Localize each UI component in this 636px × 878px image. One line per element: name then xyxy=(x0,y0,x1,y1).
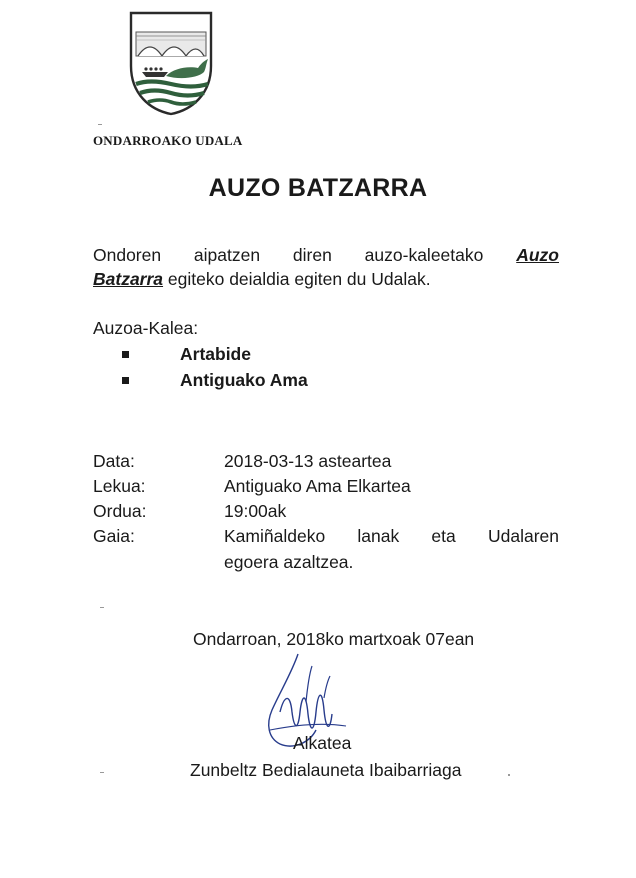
streets-label: Auzoa-Kalea: xyxy=(93,318,199,338)
detail-value-date: 2018-03-13 asteartea xyxy=(224,451,392,471)
intro-emphasis-batzarra: Batzarra xyxy=(93,269,164,289)
street-item: Artabide xyxy=(180,344,251,364)
scan-speck xyxy=(98,124,102,125)
detail-label-date: Data: xyxy=(93,451,135,471)
intro-line-1 xyxy=(93,243,559,267)
bullet-icon xyxy=(122,377,129,384)
detail-value-place: Antiguako Ama Elkartea xyxy=(224,476,411,496)
detail-label-topic: Gaia: xyxy=(93,526,135,546)
detail-value-topic-continued: egoera azaltzea. xyxy=(224,552,354,572)
scan-speck xyxy=(508,774,510,776)
intro-text-start: Ondoren aipatzen diren auzo-kaleetako xyxy=(93,245,484,265)
bullet-icon xyxy=(122,351,129,358)
intro-text-end: egiteko deialdia egiten du Udalak. xyxy=(163,269,431,289)
scan-speck xyxy=(100,772,104,773)
detail-label-place: Lekua: xyxy=(93,476,146,496)
intro-emphasis-auzo: Auzo xyxy=(516,245,559,265)
signer-role: Alkatea xyxy=(293,733,352,753)
council-name: ONDARROAKO UDALA xyxy=(93,133,243,148)
street-item: Antiguako Ama xyxy=(180,370,308,390)
place-and-date: Ondarroan, 2018ko martxoak 07ean xyxy=(193,629,475,649)
intro-line-2 xyxy=(93,267,559,291)
coat-of-arms-seal xyxy=(128,10,214,116)
detail-value-time: 19:00ak xyxy=(224,501,287,521)
document-title: AUZO BATZARRA xyxy=(208,174,428,202)
detail-label-time: Ordua: xyxy=(93,501,147,521)
scan-speck xyxy=(100,607,104,608)
mayor-name: Zunbeltz Bedialauneta Ibaibarriaga xyxy=(190,760,462,780)
detail-value-topic: Kamiñaldeko lanak eta Udalaren xyxy=(224,526,559,546)
